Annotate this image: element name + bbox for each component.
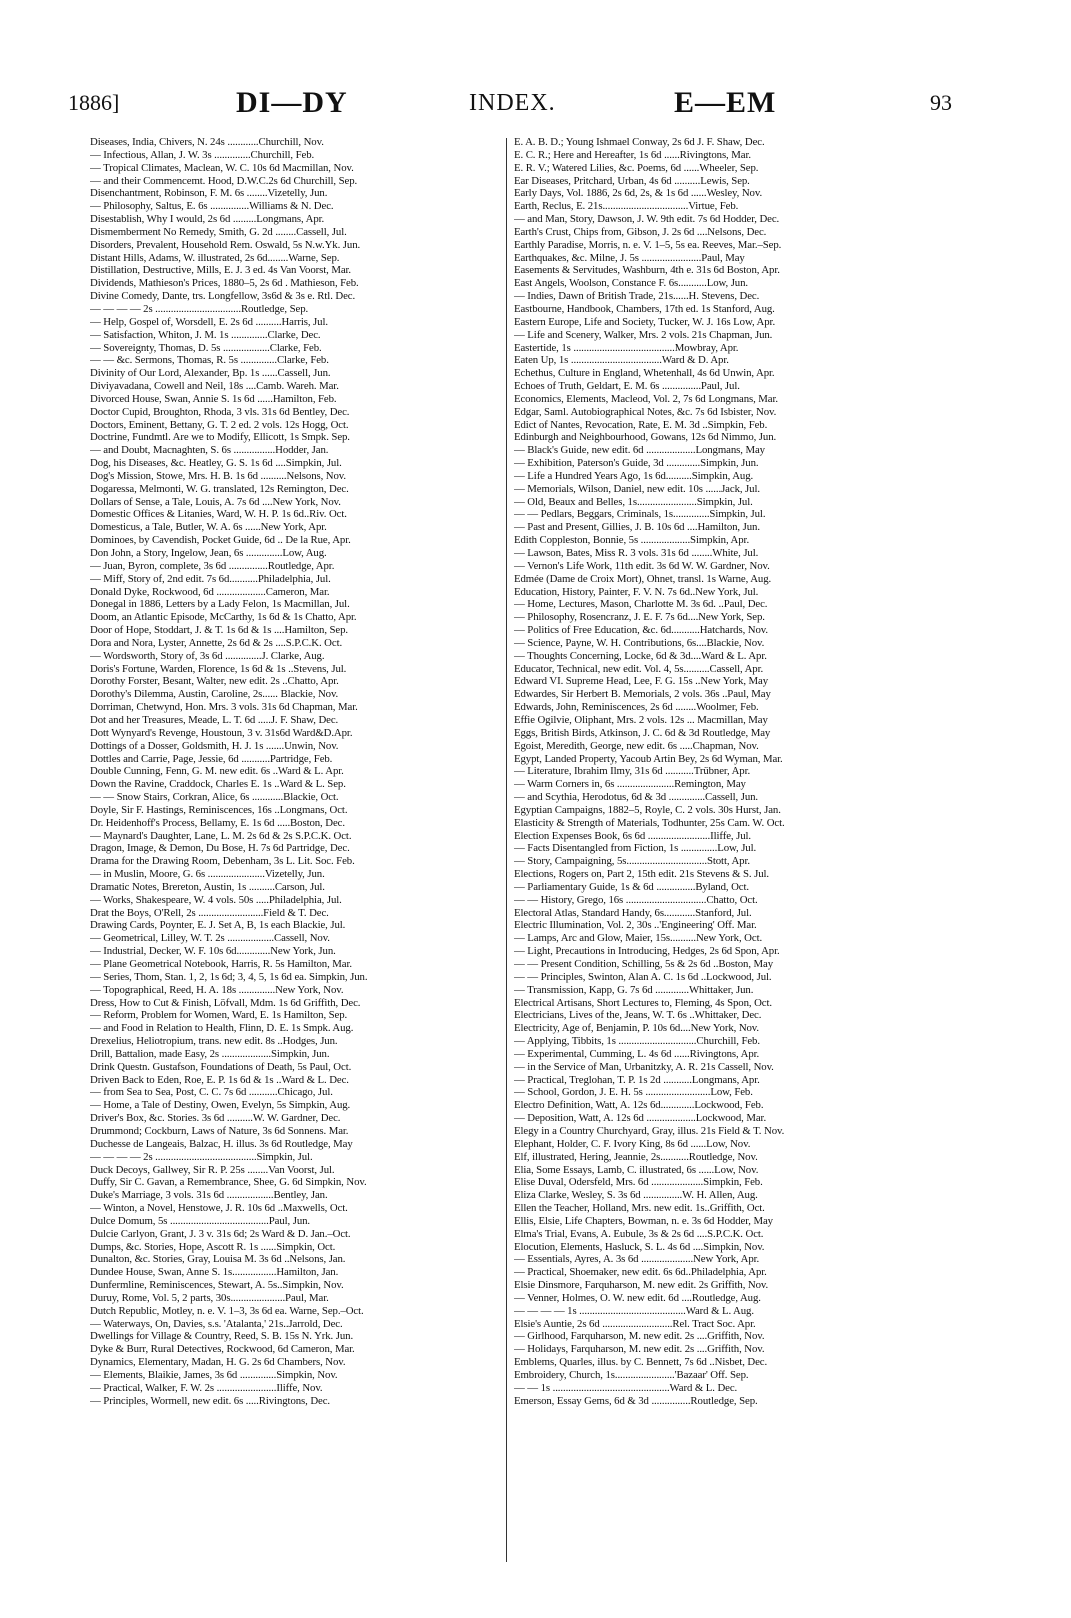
- right-column: [514, 136, 934, 1408]
- index-entry: Dunfermline, Reminiscences, Stewart, A. 5s..Simpkin, Nov.: [90, 1279, 344, 1292]
- index-entry: Dottings of a Dosser, Goldsmith, H. J. 1s .......Unwin, Nov.: [90, 739, 339, 752]
- index-entry: Doom, an Atlantic Episode, McCarthy, 1s 6d & 1s Chatto, Apr.: [90, 611, 357, 624]
- index-entry: Electricians, Lives of the, Jeans, W. T. 6s ..Whittaker, Dec.: [514, 1009, 762, 1022]
- page-header: [68, 86, 988, 130]
- index-entry: Electoral Atlas, Standard Handy, 6s............Stanford, Jul.: [514, 906, 752, 919]
- index-entry: — Satisfaction, Whiton, J. M. 1s ..............Clarke, Dec.: [90, 328, 321, 341]
- column-divider: [506, 138, 507, 1562]
- index-entry: — and Man, Story, Dawson, J. W. 9th edit. 7s 6d Hodder, Dec.: [514, 213, 780, 226]
- index-entry: Edith Coppleston, Bonnie, 5s ...................Simpkin, Apr.: [514, 534, 750, 547]
- index-entry: — in Muslin, Moore, G. 6s ......................Vizetelly, Jun.: [90, 868, 325, 881]
- index-entry: — Past and Present, Gillies, J. B. 10s 6d ....Hamilton, Jun.: [514, 521, 760, 534]
- index-entry: Dorriman, Chetwynd, Hon. Mrs. 3 vols. 31s 6d Chapman, Mar.: [90, 701, 358, 714]
- index-entry: E. C. R.; Here and Hereafter, 1s 6d ......Rivingtons, Mar.: [514, 148, 751, 161]
- header-year: 1886]: [68, 90, 120, 115]
- index-entry: — Practical, Treglohan, T. P. 1s 2d ...........Longmans, Apr.: [514, 1073, 760, 1086]
- index-entry: — Venner, Holmes, O. W. new edit. 6d ....Routledge, Aug.: [514, 1291, 761, 1304]
- index-entry: Driver's Box, &c. Stories. 3s 6d ..........W. W. Gardner, Dec.: [90, 1112, 341, 1125]
- index-entry: Elegy in a Country Churchyard, Gray, illus. 21s Field & T. Nov.: [514, 1124, 785, 1137]
- index-entry: Earthquakes, &c. Milne, J. 5s .......................Paul, May: [514, 251, 745, 264]
- index-entry: — — History, Grego, 16s ...............................Chatto, Oct.: [514, 893, 758, 906]
- index-entry: Echoes of Truth, Geldart, E. M. 6s ...............Paul, Jul.: [514, 380, 740, 393]
- index-entry: — Philosophy, Saltus, E. 6s ...............Williams & N. Dec.: [90, 200, 334, 213]
- index-entry: — Black's Guide, new edit. 6d ...................Longmans, May: [514, 444, 765, 457]
- index-entry: Ellis, Elsie, Life Chapters, Bowman, n. e. 3s 6d Hodder, May: [514, 1214, 773, 1227]
- index-entry: E. A. B. D.; Young Ishmael Conway, 2s 6d J. F. Shaw, Dec.: [514, 136, 765, 148]
- index-entry: Doris's Fortune, Warden, Florence, 1s 6d & 1s ..Stevens, Jul.: [90, 662, 347, 675]
- index-entry: Divine Comedy, Dante, trs. Longfellow, 3s6d & 3s e. Rtl. Dec.: [90, 290, 356, 303]
- index-entry: — Politics of Free Education, &c. 6d...........Hatchards, Nov.: [514, 624, 768, 637]
- index-entry: — Practical, Walker, F. W. 2s .......................Iliffe, Nov.: [90, 1381, 323, 1394]
- index-entry: — Home, Lectures, Mason, Charlotte M. 3s 6d. ..Paul, Dec.: [514, 598, 768, 611]
- index-entry: — Vernon's Life Work, 11th edit. 3s 6d W. W. Gardner, Nov.: [514, 559, 770, 572]
- index-entry: Elocution, Elements, Hasluck, S. L. 4s 6d ....Simpkin, Nov.: [514, 1240, 765, 1253]
- index-entry: Double Cunning, Fenn, G. M. new edit. 6s ..Ward & L. Apr.: [90, 765, 344, 778]
- index-entry: — — — — 2s .................................Routledge, Sep.: [90, 302, 309, 315]
- index-entry: Embroidery, Church, 1s.......................'Bazaar' Off. Sep.: [514, 1369, 749, 1381]
- index-entry: Dora and Nora, Lyster, Annette, 2s 6d & 2s ....S.P.C.K. Oct.: [90, 636, 343, 649]
- index-entry: Drat the Boys, O'Rell, 2s .........................Field & T. Dec.: [90, 906, 329, 919]
- index-entry: — Lawson, Bates, Miss R. 3 vols. 31s 6d ........White, Jul.: [514, 547, 759, 559]
- index-entry: — Practical, Shoemaker, new edit. 6s 6d..Philadelphia, Apr.: [514, 1266, 767, 1279]
- index-entry: Egoist, Meredith, George, new edit. 6s .....Chapman, Nov.: [514, 739, 759, 752]
- index-entry: Eastern Europe, Life and Society, Tucker, W. J. 16s Low, Apr.: [514, 315, 776, 328]
- index-entry: — Essentials, Ayres, A. 3s 6d ....................New York, Apr.: [514, 1253, 760, 1266]
- index-entry: Distant Hills, Adams, W. illustrated, 2s 6d........Warne, Sep.: [90, 251, 340, 264]
- index-entry: — Exhibition, Paterson's Guide, 3d .............Simpkin, Jun.: [514, 457, 759, 470]
- index-entry: Dynamics, Elementary, Madan, H. G. 2s 6d Chambers, Nov.: [90, 1356, 346, 1369]
- index-entry: — Infectious, Allan, J. W. 3s ..............Churchill, Feb.: [90, 148, 315, 161]
- index-entry: Diseases, India, Chivers, N. 24s ............Churchill, Nov.: [90, 136, 324, 148]
- index-entry: Ellen the Teacher, Holland, Mrs. new edit. 1s..Griffith, Oct.: [514, 1202, 765, 1215]
- index-entry: Doctors, Eminent, Bettany, G. T. 2 ed. 2 vols. 12s Hogg, Oct.: [90, 418, 349, 431]
- index-entry: — and Scythia, Herodotus, 6d & 3d ..............Cassell, Jun.: [514, 791, 759, 804]
- index-entry: Emerson, Essay Gems, 6d & 3d ...............Routledge, Sep.: [514, 1394, 758, 1407]
- index-entry: Dwellings for Village & Country, Reed, S. B. 15s N. Yrk. Jun.: [90, 1330, 354, 1343]
- index-entry: Dress, How to Cut & Finish, Löfvall, Mdm. 1s 6d Griffith, Dec.: [90, 996, 361, 1009]
- index-entry: — Story, Campaigning, 5s...............................Stott, Apr.: [514, 855, 750, 868]
- index-entry: — Miff, Story of, 2nd edit. 7s 6d...........Philadelphia, Jul.: [90, 572, 331, 585]
- index-entry: Domesticus, a Tale, Butler, W. A. 6s ......New York, Apr.: [90, 521, 327, 534]
- index-entry: Electricity, Age of, Benjamin, P. 10s 6d....New York, Nov.: [514, 1022, 760, 1035]
- index-entry: Dorothy's Dilemma, Austin, Caroline, 2s...... Blackie, Nov.: [90, 688, 339, 701]
- index-entry: — Series, Thom, Stan. 1, 2, 1s 6d; 3, 4, 5, 1s 6d ea. Simpkin, Jun.: [90, 970, 368, 983]
- index-entry: Elise Duval, Odersfeld, Mrs. 6d ....................Simpkin, Feb.: [514, 1176, 763, 1189]
- index-entry: Duffy, Sir C. Gavan, a Remembrance, Shee, G. 6d Simpkin, Nov.: [90, 1176, 367, 1189]
- index-entry: Dutch Republic, Motley, n. e. V. 1–3, 3s 6d ea. Warne, Sep.–Oct.: [90, 1304, 364, 1317]
- index-entry: Dividends, Mathieson's Prices, 1880–5, 2s 6d . Mathieson, Feb.: [90, 277, 359, 290]
- index-entry: Disenchantment, Robinson, F. M. 6s ........Vizetelly, Jun.: [90, 187, 328, 200]
- index-entry: Emblems, Quarles, illus. by C. Bennett, 7s 6d ..Nisbet, Dec.: [514, 1356, 768, 1369]
- index-entry: — Holidays, Farquharson, M. new edit. 2s ....Griffith, Nov.: [514, 1343, 765, 1356]
- index-entry: — Reform, Problem for Women, Ward, E. 1s Hamilton, Sep.: [90, 1009, 348, 1022]
- index-entry: — and their Commencemt. Hood, D.W.C.2s 6d Churchill, Sep.: [90, 174, 358, 187]
- index-entry: — Thoughts Concerning, Locke, 6d & 3d....Ward & L. Apr.: [514, 649, 767, 662]
- index-entry: Elsie Dinsmore, Farquharson, M. new edit. 2s Griffith, Nov.: [514, 1279, 769, 1292]
- index-entry: — Home, a Tale of Destiny, Owen, Evelyn, 5s Simpkin, Aug.: [90, 1099, 351, 1112]
- index-entry: — Life and Scenery, Walker, Mrs. 2 vols. 21s Chapman, Jun.: [514, 328, 773, 341]
- index-entry: Dot and her Treasures, Meade, L. T. 6d .....J. F. Shaw, Dec.: [90, 713, 339, 726]
- index-entry: Doctor Cupid, Broughton, Rhoda, 3 vls. 31s 6d Bentley, Dec.: [90, 405, 350, 418]
- index-entry: Elf, illustrated, Hering, Jeannie, 2s...........Routledge, Nov.: [514, 1150, 758, 1163]
- index-entry: Echethus, Culture in England, Whetenhall, 4s 6d Unwin, Apr.: [514, 367, 775, 380]
- index-entry: Doctrine, Fundmtl. Are we to Modify, Ellicott, 1s Smpk. Sep.: [90, 431, 350, 444]
- index-entry: — Memorials, Wilson, Daniel, new edit. 10s ......Jack, Jul.: [514, 482, 760, 495]
- index-entry: Dragon, Image, & Demon, Du Bose, H. 7s 6d Partridge, Dec.: [90, 842, 350, 855]
- index-entry: — — Snow Stairs, Corkran, Alice, 6s ............Blackie, Oct.: [90, 791, 339, 804]
- index-entry: — — &c. Sermons, Thomas, R. 5s ..............Clarke, Feb.: [90, 354, 329, 367]
- index-entry: Drill, Battalion, made Easy, 2s ...................Simpkin, Jun.: [90, 1047, 330, 1060]
- index-entry: Eastertide, 1s .......................................Mowbray, Apr.: [514, 341, 739, 354]
- index-entry: — School, Gordon, J. E. H. 5s .........................Low, Feb.: [514, 1086, 753, 1099]
- index-entry: — Applying, Tibbits, 1s ..............................Churchill, Feb.: [514, 1035, 760, 1048]
- index-entry: Edmée (Dame de Croix Mort), Ohnet, transl. 1s Warne, Aug.: [514, 572, 772, 585]
- index-entry: — and Food in Relation to Health, Flinn, D. E. 1s Smpk. Aug.: [90, 1022, 354, 1035]
- index-entry: Down the Ravine, Craddock, Charles E. 1s ..Ward & L. Sep.: [90, 778, 346, 791]
- index-entry: Drink Questn. Gustafson, Foundations of Death, 5s Paul, Oct.: [90, 1060, 352, 1073]
- index-entry: — Philosophy, Rosencranz, J. E. F. 7s 6d....New York, Sep.: [514, 611, 765, 624]
- index-entry: Electro Definition, Watt, A. 12s 6d.............Lockwood, Feb.: [514, 1099, 764, 1112]
- page-number: 93: [930, 90, 952, 115]
- index-entry: — — 1s .............................................Ward & L. Dec.: [514, 1381, 738, 1394]
- index-entry: — Science, Payne, W. H. Contributions, 6s....Blackie, Nov.: [514, 636, 765, 649]
- index-entry: — in the Service of Man, Urbanitzky, A. R. 21s Cassell, Nov.: [514, 1060, 774, 1073]
- index-entry: Electric Illumination, Vol. 2, 30s ..'Engineering' Off. Mar.: [514, 919, 757, 932]
- index-entry: Elma's Trial, Evans, A. Eubule, 3s & 2s 6d ....S.P.C.K. Oct.: [514, 1227, 764, 1240]
- index-entry: Educator, Technical, new edit. Vol. 4, 5s..........Cassell, Apr.: [514, 662, 764, 675]
- index-entry: Dunalton, &c. Stories, Gray, Louisa M. 3s 6d ..Nelsons, Jan.: [90, 1253, 346, 1266]
- index-entry: East Angels, Woolson, Constance F. 6s...........Low, Jun.: [514, 277, 748, 290]
- index-entry: Door of Hope, Stoddart, J. & T. 1s 6d & 1s ....Hamilton, Sep.: [90, 624, 349, 637]
- index-entry: Elsie's Auntie, 2s 6d ...........................Rel. Tract Soc. Apr.: [514, 1317, 756, 1330]
- index-entry: Dyke & Burr, Rural Detectives, Rockwood, 6d Cameron, Mar.: [90, 1343, 355, 1356]
- index-entry: Divinity of Our Lord, Alexander, Bp. 1s ......Cassell, Jun.: [90, 367, 331, 380]
- index-entry: Elections, Rogers on, Part 2, 15th edit. 21s Stevens & S. Jul.: [514, 868, 770, 881]
- index-entry: — Topographical, Reed, H. A. 18s ..............New York, Nov.: [90, 983, 344, 996]
- index-entry: — Indies, Dawn of British Trade, 21s......H. Stevens, Dec.: [514, 290, 760, 303]
- index-entry: Divorced House, Swan, Annie S. 1s 6d ......Hamilton, Feb.: [90, 392, 337, 405]
- index-entry: Election Expenses Book, 6s 6d ........................Iliffe, Jul.: [514, 829, 752, 842]
- index-entry: Eastbourne, Handbook, Chambers, 17th ed. 1s Stanford, Aug.: [514, 302, 775, 315]
- index-entry: Earthly Paradise, Morris, n. e. V. 1–5, 5s ea. Reeves, Mar.–Sep.: [514, 238, 782, 251]
- index-entry: — Parliamentary Guide, 1s & 6d ...............Byland, Oct.: [514, 880, 749, 893]
- index-entry: Elephant, Holder, C. F. Ivory King, 8s 6d ......Low, Nov.: [514, 1137, 751, 1150]
- index-entry: — — — — 2s .......................................Simpkin, Jul.: [90, 1150, 313, 1163]
- index-entry: Edgar, Saml. Autobiographical Notes, &c. 7s 6d Isbister, Nov.: [514, 405, 777, 418]
- index-entry: — Principles, Wormell, new edit. 6s .....Rivingtons, Dec.: [90, 1394, 331, 1407]
- index-entry: Dumps, &c. Stories, Hope, Ascott R. 1s ......Simpkin, Oct.: [90, 1240, 336, 1253]
- index-entry: — Transmission, Kapp, G. 7s 6d .............Whittaker, Jun.: [514, 983, 754, 996]
- index-entry: Drawing Cards, Poynter, E. J. Set A, B, 1s each Blackie, Jul.: [90, 919, 346, 932]
- index-entry: — — — — 1s .........................................Ward & L. Aug.: [514, 1304, 754, 1317]
- index-entry: Elia, Some Essays, Lamb, C. illustrated, 6s ......Low, Nov.: [514, 1163, 759, 1176]
- index-entry: Egyptian Campaigns, 1882–5, Royle, C. 2 vols. 30s Hurst, Jan.: [514, 803, 781, 816]
- index-entry: Earth's Crust, Chips from, Gibson, J. 2s 6d ....Nelsons, Dec.: [514, 225, 767, 238]
- index-entry: — Tropical Climates, Maclean, W. C. 10s 6d Macmillan, Nov.: [90, 161, 354, 174]
- index-entry: Dundee House, Swan, Anne S. 1s.................Hamilton, Jan.: [90, 1266, 339, 1279]
- index-entry: Dorothy Forster, Besant, Walter, new edit. 2s ..Chatto, Apr.: [90, 675, 339, 688]
- index-entry: — Elements, Blaikie, James, 3s 6d ..............Simpkin, Nov.: [90, 1369, 338, 1381]
- index-entry: Drummond; Cockburn, Laws of Nature, 3s 6d Sonnens. Mar.: [90, 1124, 349, 1137]
- left-column: [90, 136, 500, 1408]
- index-entry: Ear Diseases, Pritchard, Urban, 4s 6d ..........Lewis, Sep.: [514, 174, 750, 187]
- index-entry: Drama for the Drawing Room, Debenham, 3s L. Lit. Soc. Feb.: [90, 855, 355, 868]
- index-entry: Don John, a Story, Ingelow, Jean, 6s ..............Low, Aug.: [90, 547, 327, 559]
- index-entry: Dog, his Diseases, &c. Heatley, G. S. 1s 6d ....Simpkin, Jul.: [90, 457, 342, 470]
- index-entry: Edwards, John, Reminiscences, 2s 6d ........Woolmer, Feb.: [514, 701, 759, 714]
- index-entry: Earth, Reclus, E. 21s.................................Virtue, Feb.: [514, 200, 739, 213]
- index-entry: Edict of Nantes, Revocation, Rate, E. M. 3d ..Simpkin, Feb.: [514, 418, 768, 431]
- header-left-range: DI—DY: [236, 86, 348, 119]
- index-entry: Driven Back to Eden, Roe, E. P. 1s 6d & 1s ..Ward & L. Dec.: [90, 1073, 349, 1086]
- index-entry: Elasticity & Strength of Materials, Todhunter, 25s Cam. W. Oct.: [514, 816, 785, 829]
- index-entry: Duke's Marriage, 3 vols. 31s 6d ..................Bentley, Jan.: [90, 1189, 328, 1202]
- index-entry: — Deposition, Watt, A. 12s 6d ...................Lockwood, Mar.: [514, 1112, 767, 1125]
- index-entry: Eggs, British Birds, Atkinson, J. C. 6d & 3d Routledge, May: [514, 726, 771, 739]
- index-entry: — Lamps, Arc and Glow, Maier, 15s..........New York, Oct.: [514, 932, 763, 945]
- index-entry: Egypt, Landed Property, Yacoub Artin Bey, 2s 6d Wyman, Mar.: [514, 752, 783, 765]
- header-right-range: E—EM: [674, 86, 777, 119]
- index-entry: — Juan, Byron, complete, 3s 6d ...............Routledge, Apr.: [90, 559, 335, 572]
- index-entry: — Literature, Ibrahim Ilmy, 31s 6d ...........Trübner, Apr.: [514, 765, 751, 778]
- index-entry: Dramatic Notes, Brereton, Austin, 1s ..........Carson, Jul.: [90, 880, 325, 893]
- index-entry: Early Days, Vol. 1886, 2s 6d, 2s, & 1s 6d ......Wesley, Nov.: [514, 187, 763, 200]
- index-entry: Dulce Domum, 5s ......................................Paul, Jun.: [90, 1214, 311, 1227]
- index-entry: — — Present Condition, Schilling, 5s & 2s 6d ..Boston, May: [514, 958, 774, 970]
- index-entry: — and Doubt, Macnaghten, S. 6s ................Hodder, Jan.: [90, 444, 329, 457]
- index-entry: Duck Decoys, Gallwey, Sir R. P. 25s ........Van Voorst, Jul.: [90, 1163, 335, 1176]
- index-entry: — Winton, a Novel, Henstowe, J. R. 10s 6d ..Maxwells, Oct.: [90, 1202, 348, 1215]
- index-entry: — Help, Gospel of, Worsdell, E. 2s 6d ..........Harris, Jul.: [90, 315, 328, 328]
- index-entry: Dottles and Carrie, Page, Jessie, 6d ...........Partridge, Feb.: [90, 752, 333, 765]
- index-entry: Duchesse de Langeais, Balzac, H. illus. 3s 6d Routledge, May: [90, 1137, 353, 1150]
- index-entry: Dr. Heidenhoff's Process, Bellamy, E. 1s 6d .....Boston, Dec.: [90, 816, 345, 829]
- index-entry: Education, History, Painter, F. V. N. 7s 6d..New York, Jul.: [514, 585, 759, 598]
- index-entry: Eliza Clarke, Wesley, S. 3s 6d ...............W. H. Allen, Aug.: [514, 1189, 758, 1202]
- index-entry: Electrical Artisans, Short Lectures to, Fleming, 4s Spon, Oct.: [514, 996, 772, 1009]
- index-entry: Dogaressa, Melmonti, W. G. translated, 12s Remington, Dec.: [90, 482, 349, 495]
- index-entry: — — Pedlars, Beggars, Criminals, 1s..............Simpkin, Jul.: [514, 508, 766, 521]
- index-entry: Distillation, Destructive, Mills, E. J. 3 ed. 4s Van Voorst, Mar.: [90, 264, 352, 277]
- index-entry: — Warm Corners in, 6s ......................Remington, May: [514, 778, 746, 791]
- index-entry: — Geometrical, Lilley, W. T. 2s ..................Cassell, Nov.: [90, 932, 330, 945]
- index-entry: Edinburgh and Neighbourhood, Gowans, 12s 6d Nimmo, Jun.: [514, 431, 777, 444]
- index-entry: Effie Ogilvie, Oliphant, Mrs. 2 vols. 12s ... Macmillan, May: [514, 713, 768, 726]
- index-entry: — from Sea to Sea, Post, C. C. 7s 6d ...........Chicago, Jul.: [90, 1086, 333, 1099]
- index-entry: Diviyavadana, Cowell and Neil, 18s ....Camb. Wareh. Mar.: [90, 380, 339, 393]
- index-entry: — Sovereignty, Thomas, D. 5s ..................Clarke, Feb.: [90, 341, 322, 354]
- index-entry: Doyle, Sir F. Hastings, Reminiscences, 16s ..Longmans, Oct.: [90, 803, 348, 816]
- index-entry: Disorders, Prevalent, Household Rem. Oswald, 5s N.w.Yk. Jun.: [90, 238, 361, 251]
- index-entry: Edwardes, Sir Herbert B. Memorials, 2 vols. 36s ..Paul, May: [514, 688, 771, 701]
- index-entry: Eaten Up, 1s ...................................Ward & D. Apr.: [514, 354, 729, 367]
- index-entry: Dulcie Carlyon, Grant, J. 3 v. 31s 6d; 2s Ward & D. Jan.–Oct.: [90, 1227, 351, 1240]
- index-entry: Easements & Servitudes, Washburn, 4th e. 31s 6d Boston, Apr.: [514, 264, 780, 277]
- index-entry: — Plane Geometrical Notebook, Harris, R. 5s Hamilton, Mar.: [90, 958, 352, 970]
- index-entry: — Life a Hundred Years Ago, 1s 6d..........Simpkin, Aug.: [514, 469, 754, 482]
- index-entry: — Maynard's Daughter, Lane, L. M. 2s 6d & 2s S.P.C.K. Oct.: [90, 829, 352, 842]
- index-entry: — Girlhood, Farquharson, M. new edit. 2s ....Griffith, Nov.: [514, 1330, 765, 1343]
- index-entry: Donald Dyke, Rockwood, 6d ...................Cameron, Mar.: [90, 585, 330, 598]
- index-entry: Dismemberment No Remedy, Smith, G. 2d ........Cassell, Jul.: [90, 225, 347, 238]
- index-entry: Economics, Elements, Macleod, Vol. 2, 7s 6d Longmans, Mar.: [514, 392, 778, 405]
- index-entry: Edward VI. Supreme Head, Lee, F. G. 15s ..New York, May: [514, 675, 769, 688]
- header-index-label: INDEX.: [469, 90, 556, 116]
- index-entry: — Industrial, Decker, W. F. 10s 6d.............New York, Jun.: [90, 945, 336, 958]
- index-entry: Donegal in 1886, Letters by a Lady Felon, 1s Macmillan, Jul.: [90, 598, 350, 611]
- index-entry: E. R. V.; Watered Lilies, &c. Poems, 6d ......Wheeler, Sep.: [514, 161, 759, 174]
- index-entry: Dominoes, by Cavendish, Pocket Guide, 6d .. De la Rue, Apr.: [90, 534, 351, 547]
- index-entry: Duruy, Rome, Vol. 5, 2 parts, 30s.....................Paul, Mar.: [90, 1291, 329, 1304]
- index-entry: Dott Wynyard's Revenge, Houstoun, 3 v. 31s6d Ward&D.Apr.: [90, 726, 353, 739]
- index-entry: — Old, Beaux and Belles, 1s.......................Simpkin, Jul.: [514, 495, 753, 508]
- index-entry: Domestic Offices & Litanies, Ward, W. H. P. 1s 6d..Riv. Oct.: [90, 508, 347, 521]
- index-entry: Dollars of Sense, a Tale, Louis, A. 7s 6d ....New York, Nov.: [90, 495, 341, 508]
- index-entry: — Experimental, Cumming, L. 4s 6d ......Rivingtons, Apr.: [514, 1047, 760, 1060]
- index-entry: — Facts Disentangled from Fiction, 1s ..............Low, Jul.: [514, 842, 757, 855]
- index-entry: — Wordsworth, Story of, 3s 6d ..............J. Clarke, Aug.: [90, 649, 325, 662]
- index-entry: Dog's Mission, Stowe, Mrs. H. B. 1s 6d ..........Nelsons, Nov.: [90, 469, 346, 482]
- index-entry: — Waterways, On, Davies, s.s. 'Atalanta,' 21s..Jarrold, Dec.: [90, 1317, 343, 1330]
- index-entry: Disestablish, Why I would, 2s 6d .........Longmans, Apr.: [90, 213, 325, 226]
- index-entry: — — Principles, Swinton, Alan A. C. 1s 6d ..Lockwood, Jul.: [514, 970, 772, 983]
- index-entry: — Works, Shakespeare, W. 4 vols. 50s .....Philadelphia, Jul.: [90, 893, 342, 906]
- index-entry: Drexelius, Heliotropium, trans. new edit. 8s ..Hodges, Jun.: [90, 1035, 338, 1048]
- index-entry: — Light, Precautions in Introducing, Hedges, 2s 6d Spon, Apr.: [514, 945, 780, 958]
